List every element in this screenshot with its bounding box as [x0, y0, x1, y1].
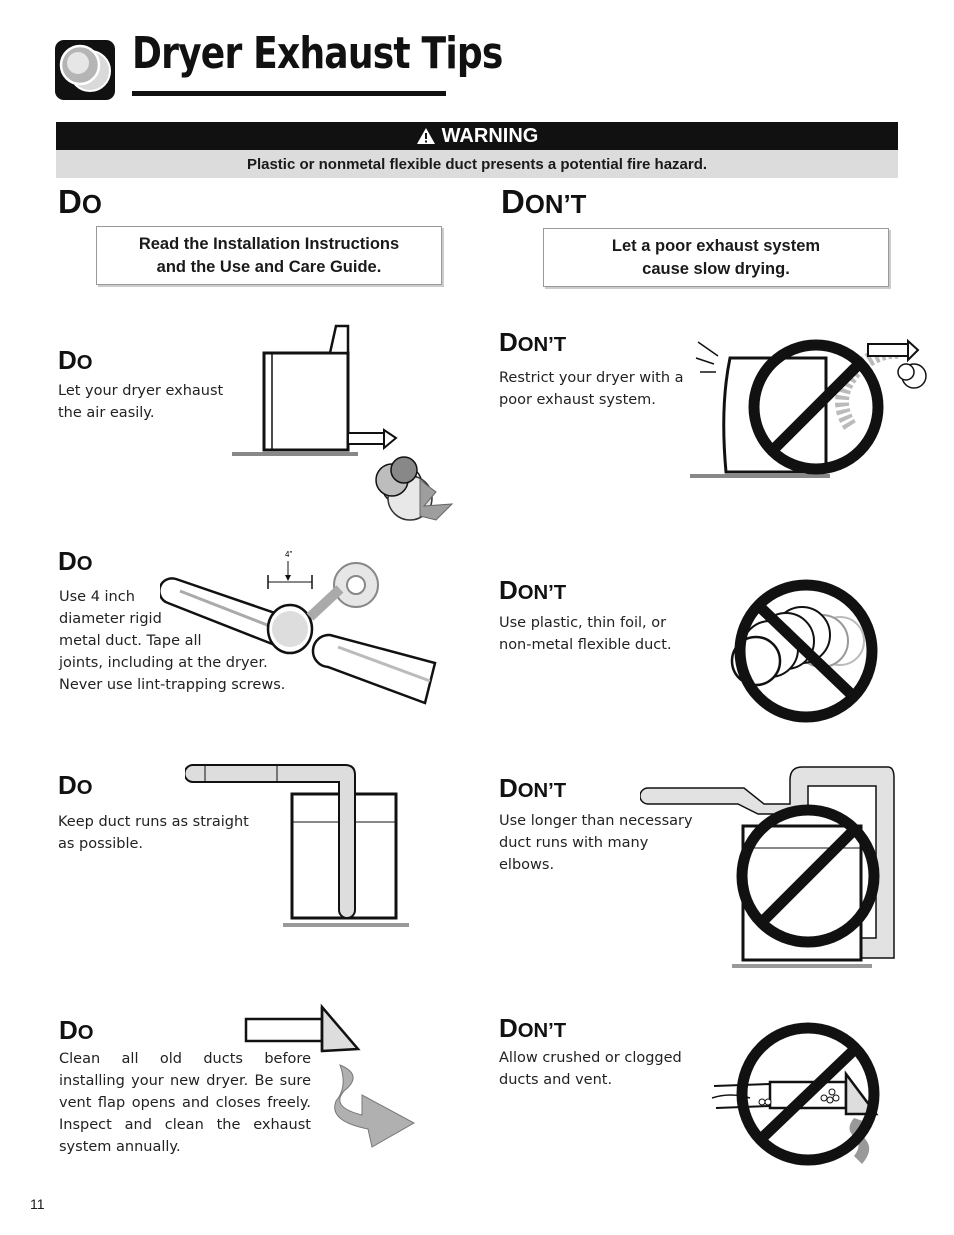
dont-instructions-box: Let a poor exhaust system cause slow drying.	[543, 228, 889, 287]
do-instructions-box: Read the Installation Instructions and the Use and Care Guide.	[96, 226, 442, 285]
do-column-heading: DO	[58, 183, 102, 220]
vent-flap-illustration	[244, 1003, 420, 1153]
dont2-text: Use plastic, thin foil, or non-metal flexible duct.	[499, 615, 672, 653]
warning-message: Plastic or nonmetal flexible duct presents a potential fire hazard.	[56, 150, 898, 178]
dont4-heading: DON’T	[499, 1013, 567, 1043]
do1-text: Let your dryer exhaust the air easily.	[58, 383, 224, 421]
restricted-exhaust-illustration	[690, 336, 935, 484]
warning-triangle-icon	[416, 127, 436, 145]
do4-text: Clean all old ducts before installing your new dryer. Be sure vent flap opens and closes freely. Inspect and clean the exhaust system annually.	[59, 1051, 311, 1155]
many-elbows-prohibited-illustration	[640, 762, 898, 972]
warning-banner	[56, 122, 898, 150]
straight-duct-run-illustration	[185, 760, 415, 930]
duct-diameter-label: 4"	[285, 550, 293, 559]
dryer-exhaust-easily-illustration	[232, 320, 457, 525]
do2-heading: DO	[58, 546, 93, 576]
do3-text: Keep duct runs as straight as possible.	[58, 814, 249, 852]
dont2-heading: DON’T	[499, 575, 567, 605]
do3-heading: DO	[58, 770, 93, 800]
dont4-text: Allow crushed or clogged ducts and vent.	[499, 1050, 682, 1088]
flexible-duct-prohibited-illustration	[730, 575, 880, 725]
do4-heading: DO	[59, 1015, 94, 1045]
rigid-metal-duct-illustration	[160, 545, 440, 710]
page-number: 11	[30, 1196, 45, 1212]
dryer-logo-icon	[54, 39, 116, 101]
title-underline	[132, 91, 446, 96]
warning-label: WARNING	[441, 124, 539, 147]
do1-heading: DO	[58, 345, 93, 375]
dont3-text: Use longer than necessary duct runs with many elbows.	[499, 813, 693, 873]
dont1-text: Restrict your dryer with a poor exhaust system.	[499, 370, 684, 408]
do2-text: Use 4 inch diameter rigid metal duct. Tape all joints, including at the dryer. Never use lint-trapping screws.	[59, 589, 286, 693]
page-title: Dryer Exhaust Tips	[132, 28, 503, 79]
clogged-duct-prohibited-illustration	[710, 1018, 890, 1168]
dont1-heading: DON’T	[499, 327, 567, 357]
dont3-heading: DON’T	[499, 773, 567, 803]
dont-column-heading: DON’T	[501, 183, 587, 220]
